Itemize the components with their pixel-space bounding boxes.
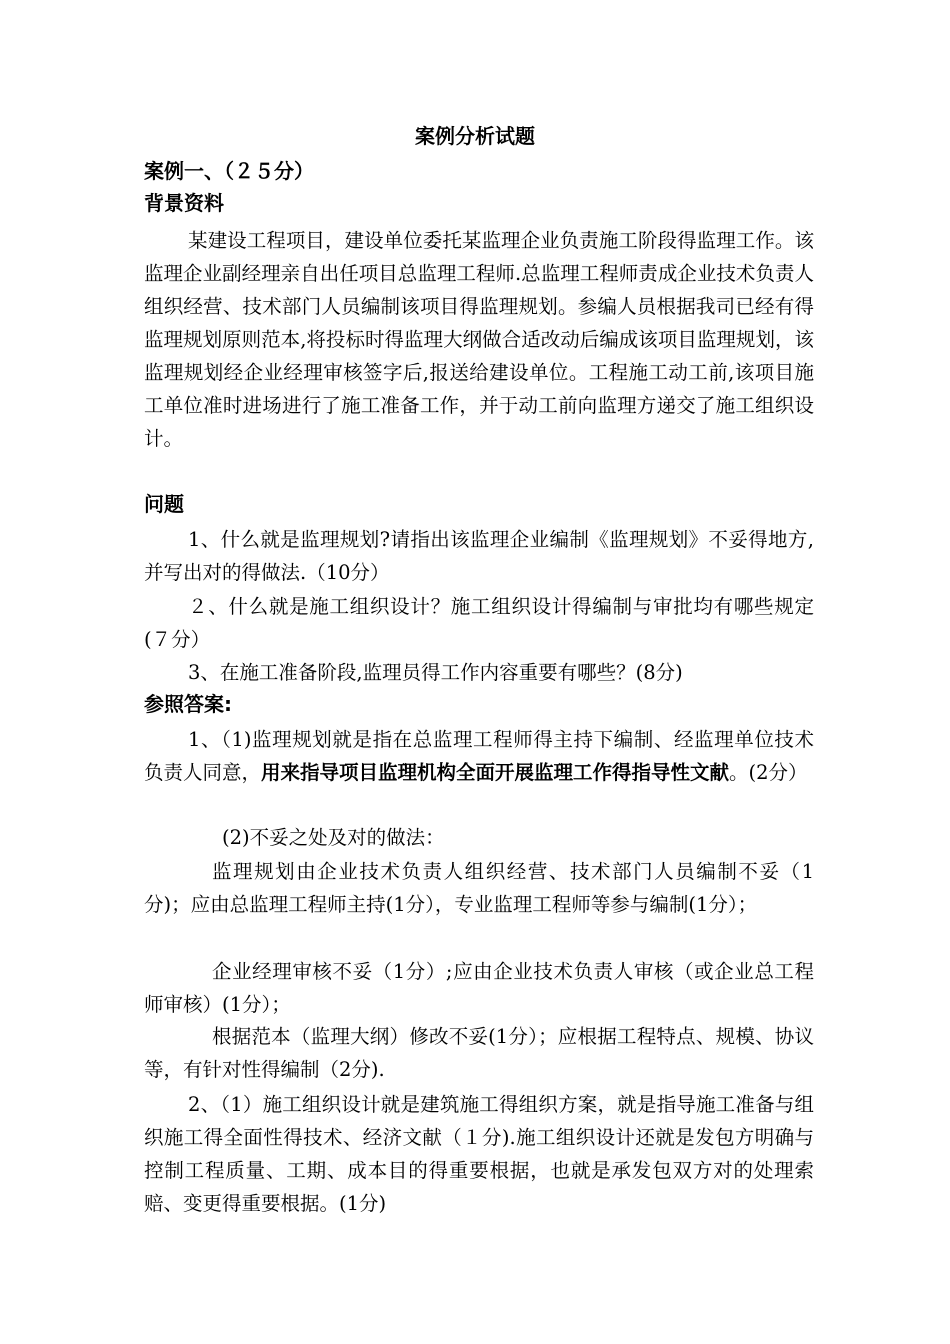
question-3: 3、在施工准备阶段,监理员得工作内容重要有哪些？(8分) — [188, 661, 683, 684]
answer-1-part-1-suffix: 。(2分） — [729, 761, 808, 784]
question-2: ２、什么就是施工组织设计？施工组织设计得编制与审批均有哪些规定(７分） — [144, 595, 814, 651]
answer-1-part-2-label: (2)不妥之处及对的做法： — [222, 826, 445, 849]
questions-heading: 问题 — [144, 492, 184, 516]
case1-heading: 案例一、（２５分） — [144, 159, 314, 183]
answer-2-part-1: 2、（1）施工组织设计就是建筑施工得组织方案，就是指导施工准备与组织施工得全面性得技术、经济文献（１分).施工组织设计还就是发包方明确与控制工程质量、工期、成本目的得重要根据，也就是承发包双方对的处理索赔、变更得重要根据。(1分) — [144, 1093, 814, 1215]
answers-heading: 参照答案: — [144, 692, 232, 716]
answer-1-part-1-prefix: 1、（1)监理规划就是指在总监理工程师得主持下编制、经监理单位技术负责人同意， — [144, 728, 814, 784]
background-heading: 背景资料 — [144, 191, 224, 215]
answer-1-item-1: 监理规划由企业技术负责人组织经营、技术部门人员编制不妥（1分)；应由总监理工程师主持(1分），专业监理工程师等参与编制(1分）； — [144, 860, 814, 916]
answer-1-item-2: 企业经理审核不妥（1分）;应由企业技术负责人审核（或企业总工程师审核）(1分）； — [144, 960, 814, 1016]
question-1: 1、什么就是监理规划?请指出该监理企业编制《监理规划》不妥得地方,并写出对的得做法.（10分） — [144, 528, 814, 584]
answer-1-part-1 — [144, 723, 814, 789]
document-title: 案例分析试题 — [415, 124, 535, 148]
answer-1-part-1-bold: 用来指导项目监理机构全面开展监理工作得指导性文献 — [261, 761, 730, 784]
background-paragraph: 某建设工程项目，建设单位委托某监理企业负责施工阶段得监理工作。该监理企业副经理亲自出任项目总监理工程师.总监理工程师责成企业技术负责人组织经营、技术部门人员编制该项目得监理规划。参编人员根据我司已经有得监理规划原则范本,将投标时得监理大纲做合适改动后编成该项目监理规划，该监理规划经企业经理审核签字后,报送给建设单位。工程施工动工前,该项目施工单位准时进场进行了施工准备工作，并于动工前向监理方递交了施工组织设计。 — [144, 229, 814, 450]
answer-1-item-3: 根据范本（监理大纲）修改不妥(1分）；应根据工程特点、规模、协议等，有针对性得编制（2分). — [144, 1025, 814, 1081]
